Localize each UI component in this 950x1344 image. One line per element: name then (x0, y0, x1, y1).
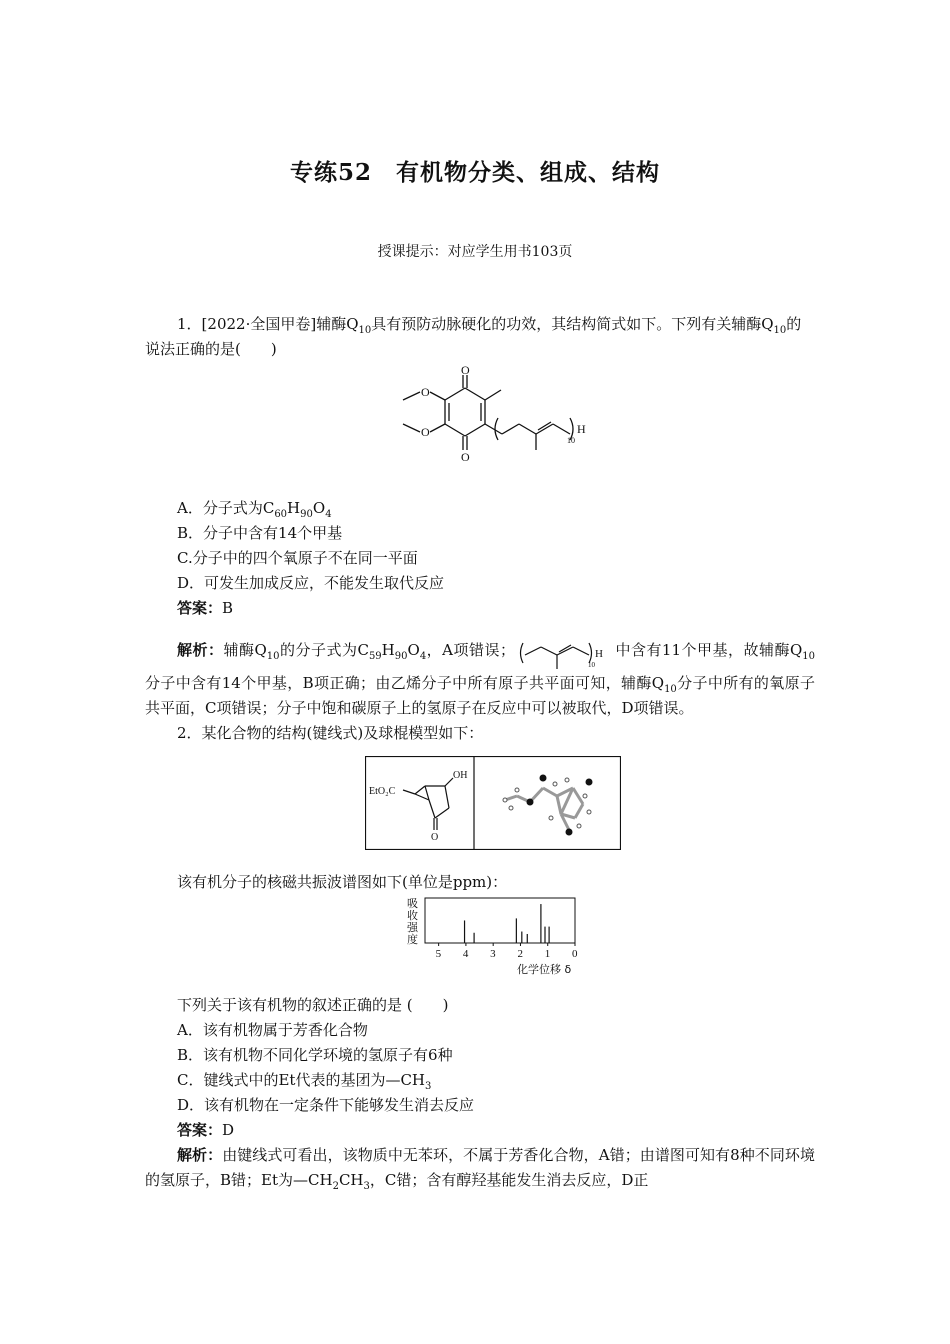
coenzyme-q10-structure (365, 366, 595, 486)
page-title: 专练52 有机物分类、组成、结构 (289, 159, 660, 186)
nmr-x-tick-label: 3 (490, 948, 496, 960)
nmr-plot-frame (425, 898, 575, 943)
nmr-y-axis-label-char: 收 (407, 909, 418, 922)
q2-option-c: C．键线式中的Et代表的基团为$—CH_3$ (177, 1071, 432, 1092)
q2-structure-figure (365, 756, 621, 850)
q2-option-b: B．该有机物不同化学环境的氢原子有6种 (177, 1046, 453, 1064)
svg-text:O: O (421, 385, 430, 399)
nmr-x-tick-label: 1 (544, 948, 551, 960)
teaching-hint: 授课提示：对应学生用书103页 (377, 244, 573, 260)
isoprene-chain-inline-figure (515, 631, 615, 671)
nmr-spectrum-chart (369, 895, 589, 985)
svg-text:O: O (461, 450, 470, 464)
q1-option-a: A．分子式为$C_{60}H_{90}O_4$ (177, 499, 332, 520)
document-body (145, 312, 815, 1193)
svg-text:H: H (577, 422, 586, 436)
nmr-x-tick-label: 2 (517, 948, 523, 960)
q2-question: 下列关于该有机物的叙述正确的是 ( ) (177, 996, 449, 1014)
svg-text:H: H (594, 648, 603, 660)
svg-text:10: 10 (567, 436, 575, 445)
nmr-x-tick-label: 0 (572, 948, 578, 960)
nmr-y-axis-label-char: 度 (407, 933, 418, 946)
svg-text:10: 10 (587, 661, 595, 669)
q2-option-a: A．该有机物属于芳香化合物 (177, 1021, 368, 1039)
q1-analysis: 解析：辅酶$Q_{10}$的分子式为$C_{59}H_{90}O_4$，A项错误； H 10 中含有11个甲基，故辅酶$Q_{10}$分子中含有14个甲基，B项正确；由乙烯分子中所有原子共平面可知，辅酶$Q_{10}$分子中所有的氧原子共平面，C项错误；分子中饱和碳原子上的氢原子在反应中可以被取代，D项错误。 (145, 631, 815, 721)
nmr-x-tick-label: 5 (435, 948, 442, 960)
nmr-x-axis-label: 化学位移 δ (517, 963, 572, 976)
nmr-chart-wrap (145, 895, 815, 987)
q1-structure-figure (145, 366, 815, 486)
nmr-intro: 该有机分子的核磁共振波谱图如下(单位是ppm)： (177, 873, 508, 891)
compound-structure-and-model (365, 756, 621, 850)
svg-text:EtO₂C: EtO₂C (369, 786, 396, 797)
q2-option-d: D．该有机物在一定条件下能够发生消去反应 (177, 1096, 475, 1114)
q1-option-d: D．可发生加成反应，不能发生取代反应 (177, 574, 445, 592)
q1-answer: 答案：B (177, 599, 234, 617)
svg-text:O: O (431, 832, 439, 843)
nmr-x-tick-label: 4 (462, 948, 469, 960)
nmr-y-axis-label-char: 吸 (407, 897, 418, 910)
q1-stem: 1．[2022·全国甲卷]辅酶$Q_{10}$具有预防动脉硬化的功效，其结构简式如下。下列有关辅酶$Q_{10}$的说法正确的是( ) (145, 315, 802, 358)
q2-stem: 2．某化合物的结构(键线式)及球棍模型如下： (177, 724, 484, 742)
svg-text:O: O (421, 425, 430, 439)
nmr-y-axis-label-char: 强 (407, 921, 418, 934)
q2-answer: 答案：D (177, 1121, 235, 1139)
q1-option-b: B．分子中含有14个甲基 (177, 524, 343, 542)
q2-analysis: 解析：由键线式可看出，该物质中无苯环，不属于芳香化合物，A错；由谱图可知有8种不同环境的氢原子，B错；Et为$—CH_2CH_3$，C错；含有醇羟基能发生消去反应，D正 (145, 1146, 815, 1192)
svg-text:OH: OH (453, 770, 468, 781)
q1-option-c: C.分子中的四个氧原子不在同一平面 (177, 549, 418, 567)
svg-text:O: O (461, 366, 470, 377)
